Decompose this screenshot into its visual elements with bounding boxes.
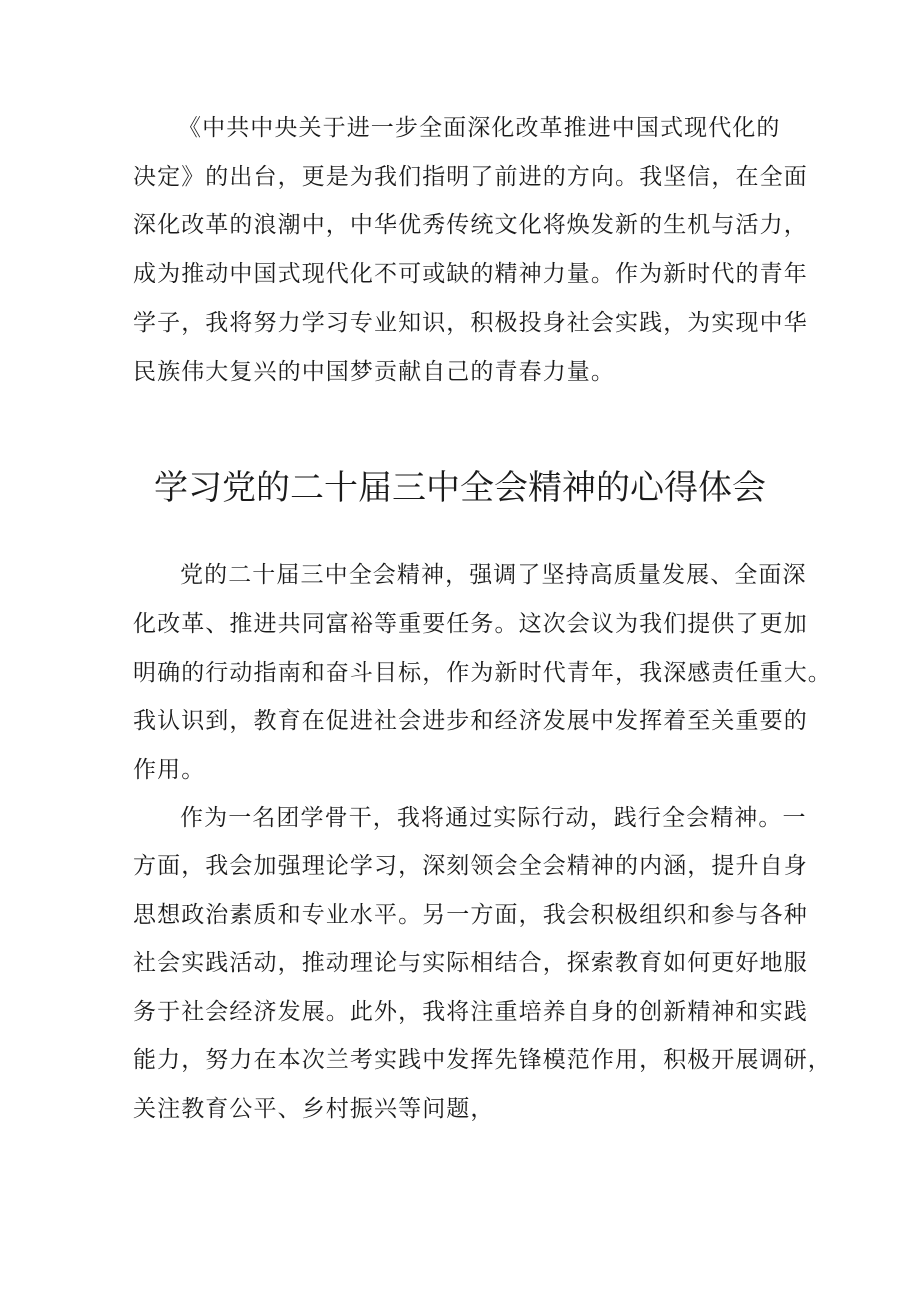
- paragraph-1-line-6: 民族伟大复兴的中国梦贡献自己的青春力量。: [133, 359, 615, 385]
- paragraph-3-line-6: 能力，努力在本次兰考实践中发挥先锋模范作用，积极开展调研，: [133, 1047, 832, 1073]
- paragraph-1-line-3: 深化改革的浪潮中，中华优秀传统文化将焕发新的生机与活力，: [133, 212, 808, 238]
- paragraph-3-line-2: 方面，我会加强理论学习，深刻领会全会精神的内涵，提升自身: [133, 853, 808, 879]
- section-title: 学习党的二十届三中全会精神的心得体会: [154, 468, 766, 508]
- paragraph-2-line-1: 党的二十届三中全会精神，强调了坚持高质量发展、全面深: [180, 562, 807, 588]
- paragraph-2-line-4: 我认识到，教育在促进社会进步和经济发展中发挥着至关重要的: [133, 708, 808, 734]
- paragraph-2-line-2: 化改革、推进共同富裕等重要任务。这次会议为我们提供了更加: [133, 611, 808, 637]
- paragraph-3-line-4: 社会实践活动，推动理论与实际相结合，探索教育如何更好地服: [133, 950, 808, 976]
- paragraph-1-line-1: 《中共中央关于进一步全面深化改革推进中国式现代化的: [178, 115, 781, 141]
- paragraph-3-line-7: 关注教育公平、乡村振兴等问题，: [133, 1096, 495, 1122]
- paragraph-1-line-2: 决定》的出台，更是为我们指明了前进的方向。我坚信，在全面: [133, 164, 808, 190]
- paragraph-2-line-3: 明确的行动指南和奋斗目标，作为新时代青年，我深感责任重大。: [133, 660, 832, 686]
- paragraph-3-line-1: 作为一名团学骨干，我将通过实际行动，践行全会精神。一: [180, 805, 807, 831]
- paragraph-3-line-3: 思想政治素质和专业水平。另一方面，我会积极组织和参与各种: [133, 902, 808, 928]
- paragraph-1-line-4: 成为推动中国式现代化不可或缺的精神力量。作为新时代的青年: [133, 261, 808, 287]
- paragraph-2-line-5: 作用。: [133, 757, 206, 783]
- paragraph-1-line-5: 学子，我将努力学习专业知识，积极投身社会实践，为实现中华: [133, 310, 808, 336]
- paragraph-3-line-5: 务于社会经济发展。此外，我将注重培养自身的创新精神和实践: [133, 999, 808, 1025]
